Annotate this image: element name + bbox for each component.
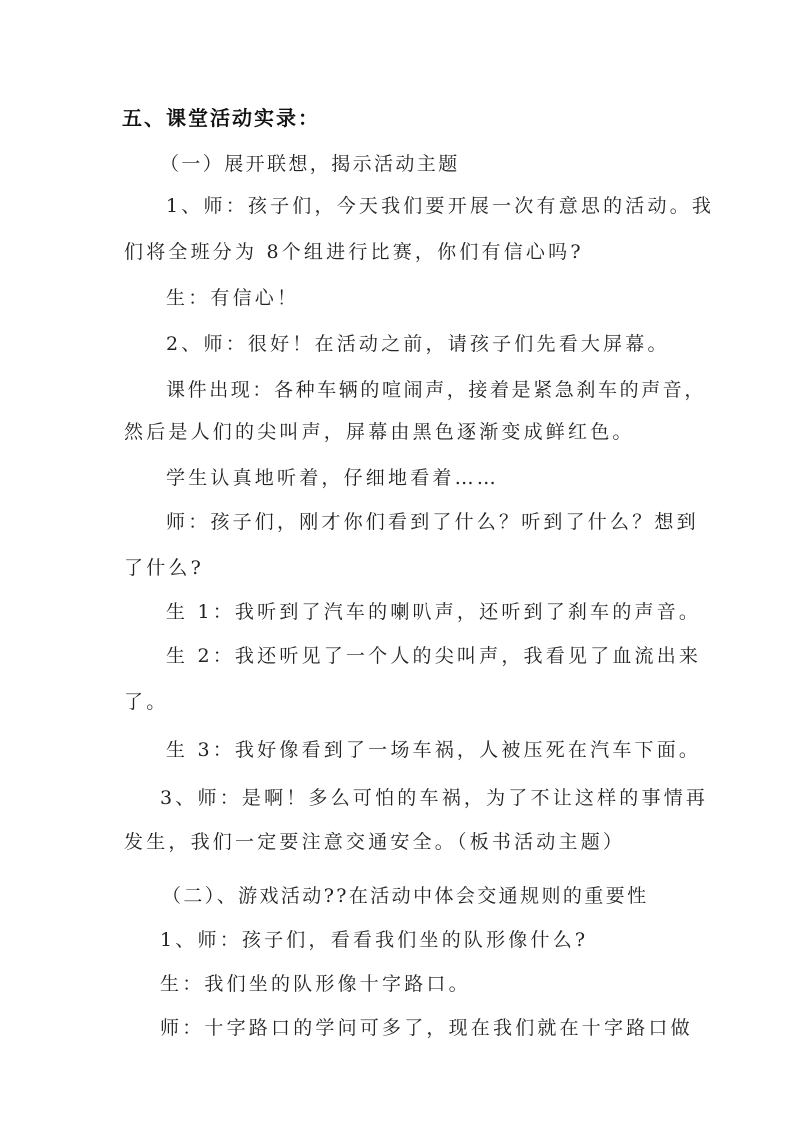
paragraph-line: 生 3：我好像看到了一场车祸，人被压死在汽车下面。 [166,739,702,761]
paragraph-line: 然后是人们的尖叫声，屏幕由黑色逐渐变成鲜红色。 [124,421,635,443]
subsection-title-1: （一）展开联想，揭示活动主题 [160,153,460,175]
paragraph-line: 1、师：孩子们，看看我们坐的队形像什么? [160,929,589,951]
subsection-title-2: （二）、游戏活动??在活动中体会交通规则的重要性 [162,885,649,907]
paragraph-line: 生 1：我听到了汽车的喇叭声，还听到了刹车的声音。 [166,601,702,623]
paragraph-line: 生：有信心！ [166,287,300,309]
paragraph-line: 学生认真地听着，仔细地看着…… [166,467,500,489]
paragraph-line: 3、师：是啊！多么可怕的车祸，为了不让这样的事情再 [160,787,709,809]
paragraph-line: 了什么? [124,557,204,579]
paragraph-line: 生 2：我还听见了一个人的尖叫声，我看见了血流出来 [166,645,702,667]
paragraph-line: 2、师：很好！在活动之前，请孩子们先看大屏幕。 [166,333,670,355]
paragraph-line: 们将全班分为 8个组进行比赛，你们有信心吗? [124,241,584,263]
paragraph-line: 了。 [124,691,169,713]
paragraph-line: 师：孩子们，刚才你们看到了什么？听到了什么？想到 [166,511,699,533]
paragraph-line: 课件出现：各种车辆的喧闹声，接着是紧急刹车的声音， [166,379,707,401]
paragraph-line: 生：我们坐的队形像十字路口。 [160,973,471,995]
paragraph-line: 发生，我们一定要注意交通安全。（板书活动主题） [124,831,626,853]
paragraph-line: 1、师：孩子们，今天我们要开展一次有意思的活动。我 [166,195,715,217]
paragraph-line: 师：十字路口的学问可多了，现在我们就在十字路口做 [160,1017,693,1039]
section-heading: 五、课堂活动实录： [122,106,320,130]
